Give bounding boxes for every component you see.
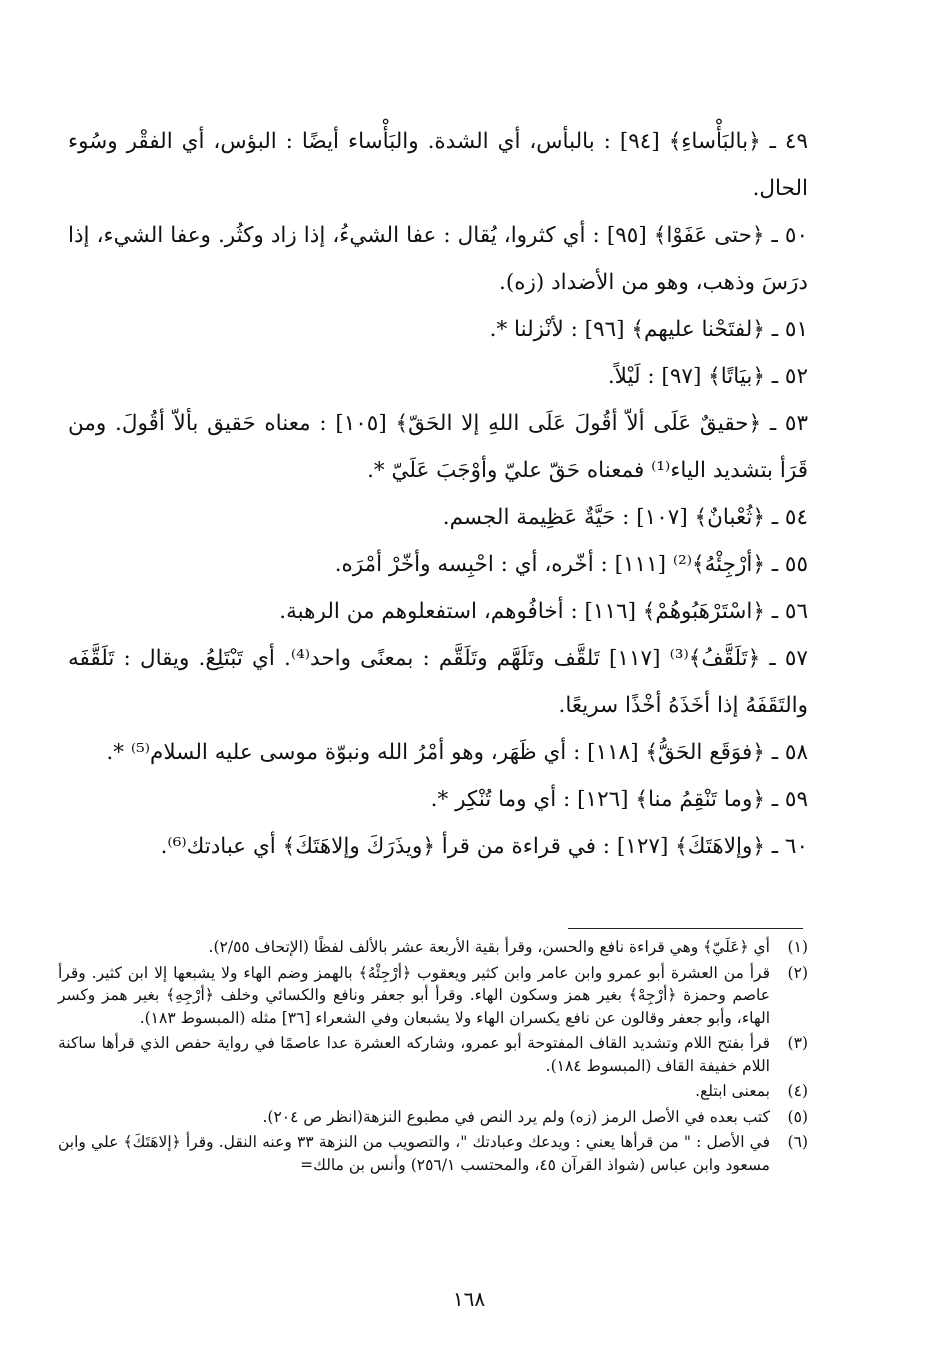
- footnote-text: قرأ بفتح اللام وتشديد القاف المفتوحة أبو عمرو، وشاركه العشرة عدا عاصمًا في رواية حفص الذي قرأها ساكنة اللام خفيفة القاف (المبسوط ١٨٤).: [58, 1034, 770, 1075]
- entry-54: ٥٤ ـ ﴿ثُعْبانٌ﴾ [١٠٧] : حَيَّةٌ عَظِيمة الجسم.: [442, 505, 808, 530]
- footnote: [58, 1106, 808, 1129]
- footnote-number: (٤): [787, 1082, 808, 1100]
- footnote-text: بمعنى ابتلع.: [695, 1082, 770, 1100]
- footnote-separator: [568, 928, 803, 929]
- footnote: [58, 962, 808, 1030]
- entry-58: ٥٨ ـ ﴿فوَقَع الحَقُّ﴾ [١١٨] : أي ظَهَر، وهو أمْرُ الله ونبوّة موسى عليه السلام⁽⁵⁾ *.: [106, 740, 808, 765]
- footnote-text: في الأصل : " من قرأها يعني : ويدعك وعبادتك "، والتصويب من النزهة ٣٣ وعنه النقل. وقرأ ﴿إلاهَتَكَ﴾ علي وابن مسعود وابن عباس (شواذ القرآن ٤٥، والمحتسب ٢٥٦/١) وأنس بن مالك=: [58, 1133, 771, 1174]
- footnote-text: أي ﴿عَلَيّ﴾ وهي قراءة نافع والحسن، وقرأ بقية الأربعة عشر بالألف لفظًا (الإتحاف ٢/٥٥).: [208, 938, 770, 956]
- footnotes: [58, 936, 808, 1179]
- footnote-number: (٥): [787, 1107, 808, 1126]
- entry-50: ٥٠ ـ ﴿حتى عَفَوْا﴾ [٩٥] : أي كثروا، يُقال : عفا الشيءُ، إذا زاد وكثُر. وعفا الشيء، إذا درَسَ وذهب، وهو من الأضداد (زه).: [68, 223, 809, 295]
- entry-59: ٥٩ ـ ﴿وما تَنْقِمُ منا﴾ [١٢٦] : أي وما تُنْكِر *.: [430, 787, 808, 812]
- entry-60: ٦٠ ـ ﴿وإلاهَتَكَ﴾ [١٢٧] : في قراءة من قرأ ﴿ويذَرَكَ وإلاهَتَكَ﴾ أي عبادتك⁽⁶⁾.: [160, 834, 808, 859]
- footnote: [58, 1131, 808, 1176]
- entry-57: ٥٧ ـ ﴿تَلَقَّفُ﴾⁽³⁾ [١١٧] تَلقَّف وتَلَهَّم وتَلَقَّم : بمعنًى واحد⁽⁴⁾. أي تَبْتَلِعُ. ويقال : تَلَقَّفَه والتَقَفَهُ إذا أخَذَهُ أخْذًا سريعًا.: [68, 646, 808, 718]
- footnote-number: (١): [787, 938, 808, 956]
- entry-55: ٥٥ ـ ﴿أرْجِئْهُ﴾⁽²⁾ [١١١] : أخّره، أي : احْبِسه وأخّرْ أمْرَه.: [334, 552, 808, 577]
- footnote-number: (٣): [787, 1034, 808, 1052]
- entry-51: ٥١ ـ ﴿لفتَحْنا عليهم﴾ [٩٦] : لأنْزلنا *.: [489, 317, 808, 342]
- entry-56: ٥٦ ـ ﴿اسْتَرْهَبُوهُمْ﴾ [١١٦] : أخافُوهم، استفعلوهم من الرهبة.: [279, 599, 808, 624]
- entry-53: ٥٣ ـ ﴿حقيقٌ عَلَى ألاّ أقُولَ عَلَى اللهِ إلا الحَقّ﴾ [١٠٥] : معناه حَقيق بألاّ أقُولَ. ومن قَرَأ بتشديد الياء⁽¹⁾ فمعناه حَقّ عليّ وأوْجَبَ عَلَيّ *.: [68, 411, 808, 483]
- footnote: [58, 1080, 808, 1103]
- footnote-number: (٢): [787, 963, 808, 982]
- footnote: [58, 936, 808, 959]
- page-number: ١٦٨: [452, 1287, 486, 1311]
- entry-49: ٤٩ ـ ﴿بالبَأْساءِ﴾ [٩٤] : بالبأس، أي الشدة. والبَأْساء أيضًا : البؤس، أي الفقْر وسُوء الحال.: [68, 129, 809, 201]
- footnote-text: قرأ من العشرة أبو عمرو وابن عامر وابن كثير ويعقوب ﴿أرْجِئْهُ﴾ بالهمز وضم الهاء ولا يشبعها إلا ابن كثير. وقرأ عاصم وحمزة ﴿أرْجِهْ﴾ بغير همز وسكون الهاء. وقرأ أبو جعفر ونافع والكسائي وخلف ﴿أرْجِهِ﴾ بغير همز وكسر الهاء، وأبو جعفر وقالون عن نافع يكسران الهاء ولا يشبعان وفي الشعراء [٣٦] مثله (المبسوط ١٨٣).: [58, 963, 770, 1027]
- main-text: [68, 118, 808, 870]
- footnote-text: كتب بعده في الأصل الرمز (زه) ولم يرد النص في مطبوع النزهة(انظر ص ٢٠٤).: [262, 1107, 770, 1126]
- entry-52: ٥٢ ـ ﴿بيَاتًا﴾ [٩٧] : لَيْلاً.: [607, 364, 808, 389]
- footnote: [58, 1032, 808, 1077]
- footnote-number: (٦): [787, 1133, 808, 1151]
